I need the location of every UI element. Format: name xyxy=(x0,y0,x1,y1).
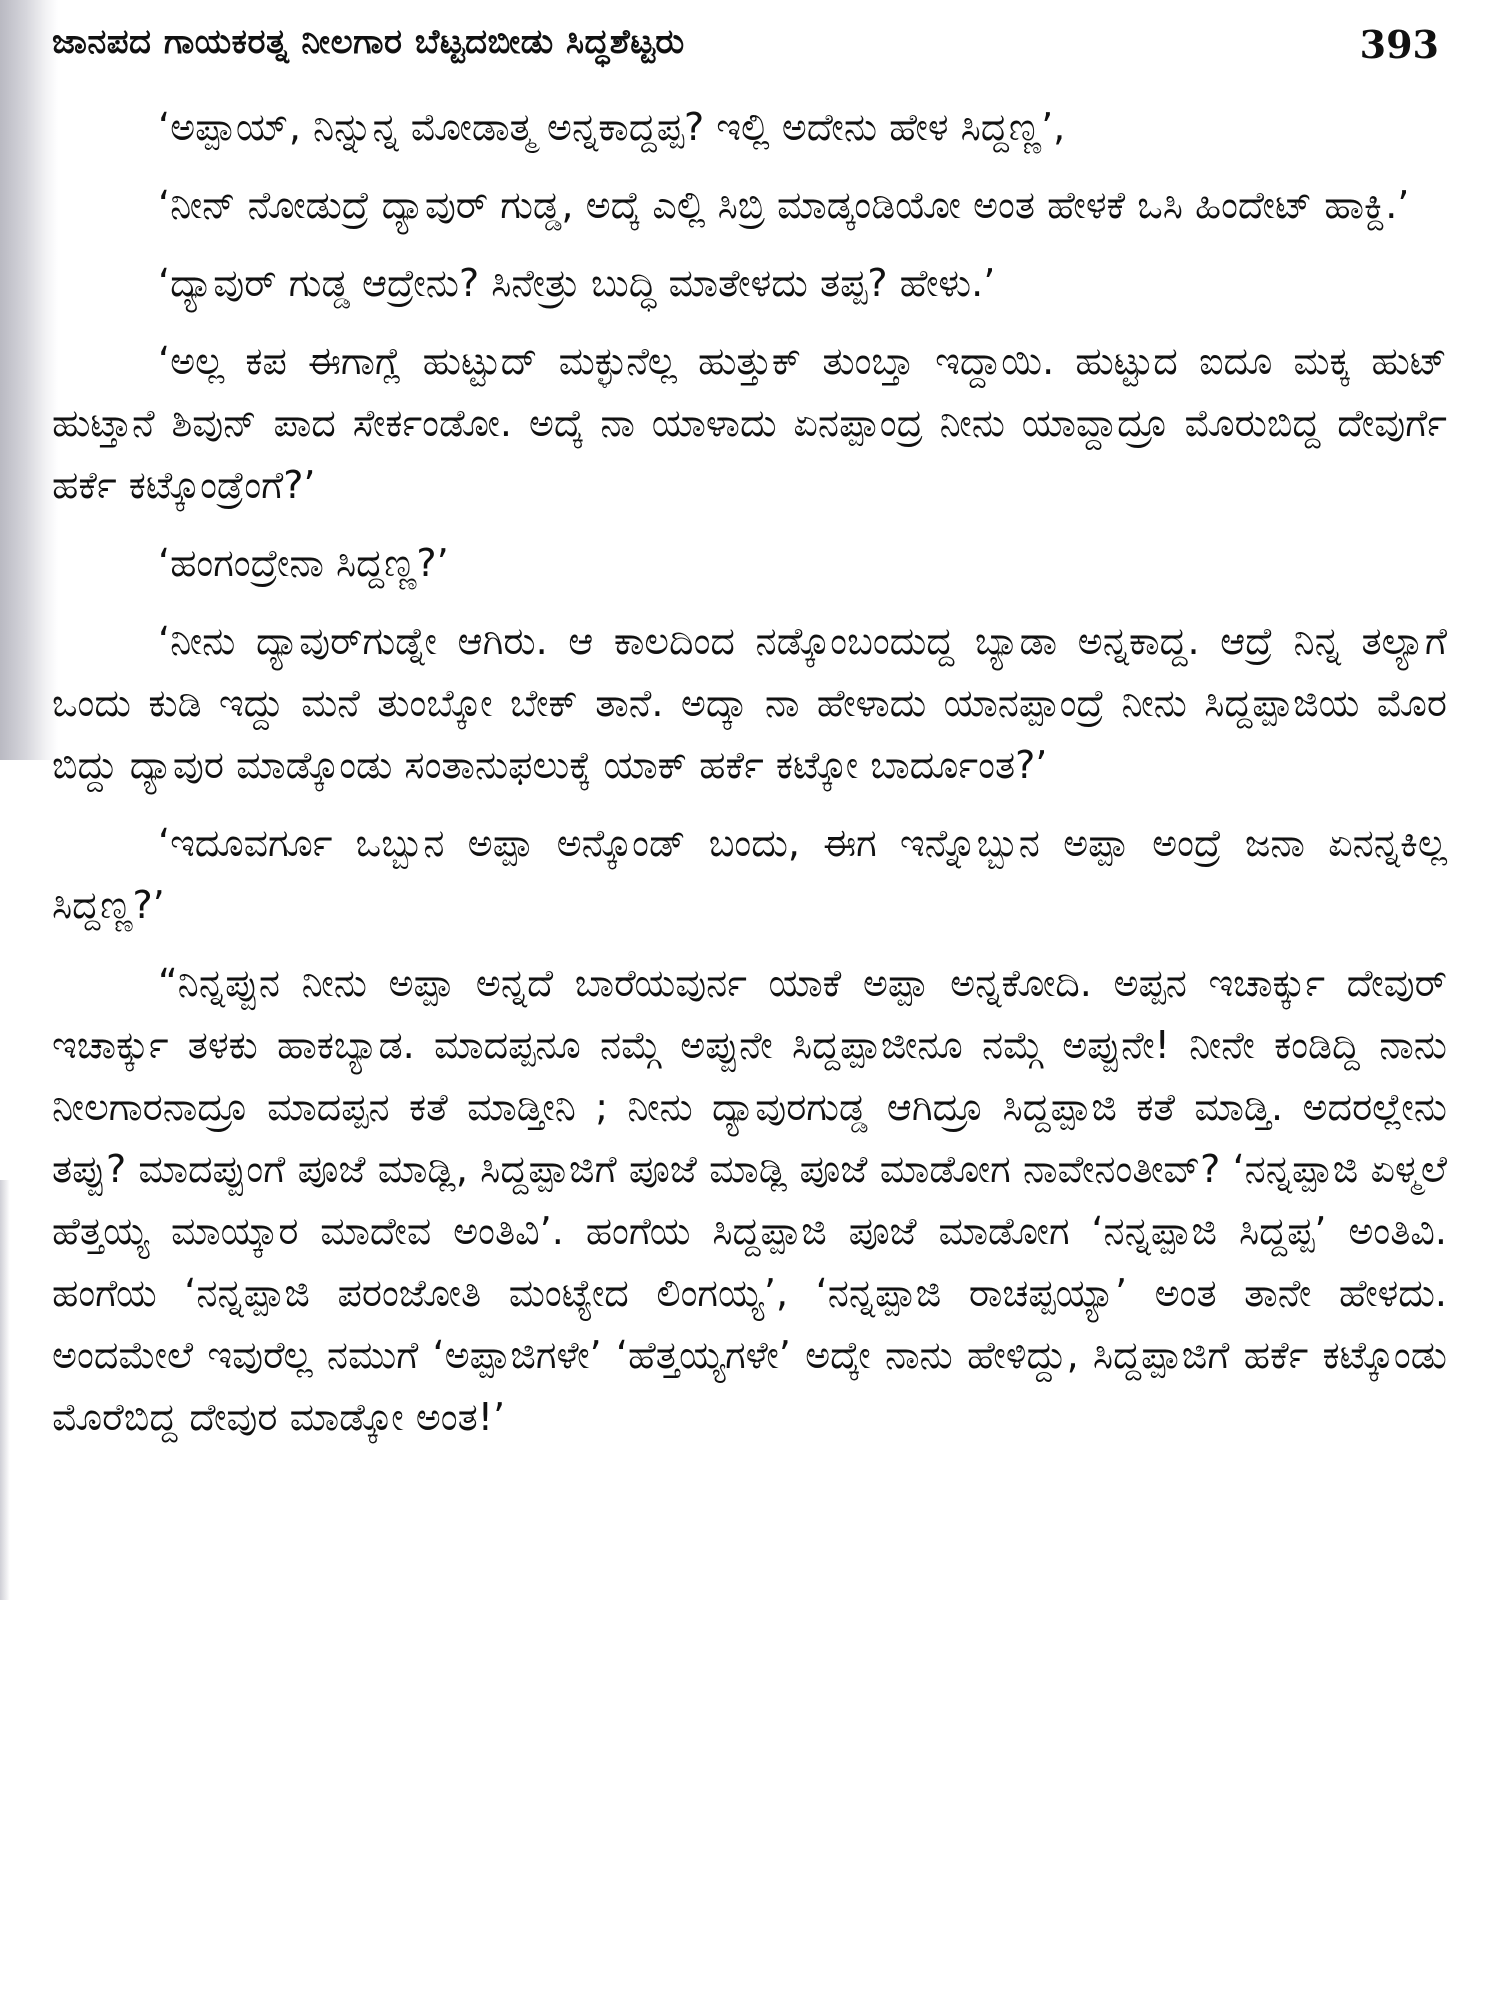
paragraph: ‘ದ್ಯಾವುರ್ ಗುಡ್ಡ ಆದ್ರೇನು? ಸಿನೇತ್ರು ಬುದ್ಧಿ ಮಾತೇಳದು ತಪ್ಪ? ಹೇಳು.’ xyxy=(158,261,996,305)
paragraph: ‘ಹಂಗಂದ್ರೇನಾ ಸಿದ್ದಣ್ಣ?’ xyxy=(158,541,449,585)
paragraph: ‘ಇದೂವರ್ಗೂ ಒಬ್ಬುನ ಅಪ್ಪಾ ಅನ್ಕೊಂಡ್ ಬಂದು, ಈಗ ಇನ್ನೊಬ್ಬುನ ಅಪ್ಪಾ ಅಂದ್ರೆ ಜನಾ ಏನನ್ನಕಿಲ್ಲ ಸಿದ್ದಣ್ಣ?’ xyxy=(52,821,1447,927)
binding-shadow-lower xyxy=(0,1180,10,1600)
paragraph: “ನಿನ್ನಪ್ಪುನ ನೀನು ಅಪ್ಪಾ ಅನ್ನದೆ ಬಾರೆಯವುರ್ನ ಯಾಕೆ ಅಪ್ಪಾ ಅನ್ನಕೋದಿ. ಅಪ್ಪನ ಇಚಾರ್ಕ್ಕು ದೇವುರ್ ಇಚಾರ್ಕ್ಕು ತಳಕು ಹಾಕಬ್ಯಾಡ. ಮಾದಪ್ಪನೂ ನಮ್ಗೆ ಅಪ್ಪುನೇ ಸಿದ್ದಪ್ಪಾಜೀನೂ ನಮ್ಗೆ ಅಪ್ಪುನೇ! ನೀನೇ ಕಂಡಿದ್ದಿ ನಾನು ನೀಲಗಾರನಾದ್ರೂ ಮಾದಪ್ಪನ ಕತೆ ಮಾಡ್ತೀನಿ ; ನೀನು ದ್ಯಾವುರಗುಡ್ಡ ಆಗಿದ್ರೂ ಸಿದ್ದಪ್ಪಾಜಿ ಕತೆ ಮಾಡ್ತಿ. ಅದರಲ್ಲೇನು ತಪ್ಪು? ಮಾದಪ್ಪುಂಗೆ ಪೂಜೆ ಮಾಡ್ಲಿ, ಸಿದ್ದಪ್ಪಾಜಿಗೆ ಪೂಜೆ ಮಾಡ್ಲಿ ಪೂಜೆ ಮಾಡೋಗ ನಾವೇನಂತೀವ್? ‘ನನ್ನಪ್ಪಾಜಿ ಏಳ್ಮಲೆ ಹೆತ್ತಯ್ಯ ಮಾಯ್ಕಾರ ಮಾದೇವ ಅಂತಿವಿ’. ಹಂಗೆಯ ಸಿದ್ದಪ್ಪಾಜಿ ಪೂಜೆ ಮಾಡೋಗ ‘ನನ್ನಪ್ಪಾಜಿ ಸಿದ್ದಪ್ಪ’ ಅಂತಿವಿ. ಹಂಗೆಯ ‘ನನ್ನಪ್ಪಾಜಿ ಪರಂಜೋತಿ ಮಂಟ್ಯೇದ ಲಿಂಗಯ್ಯ’, ‘ನನ್ನಪ್ಪಾಜಿ ರಾಚಪ್ಪಯ್ಯಾ’ ಅಂತ ತಾನೇ ಹೇಳದು. ಅಂದಮೇಲೆ ಇವುರೆಲ್ಲ ನಮುಗೆ ‘ಅಪ್ಪಾಜಿಗಳೇ’ ‘ಹೆತ್ತಯ್ಯಗಳೇ’ ಅದ್ಕೇ ನಾನು ಹೇಳಿದ್ದು, ಸಿದ್ದಪ್ಪಾಜಿಗೆ ಹರ್ಕೆ ಕಟ್ಕೊಂಡು ಮೊರೆಬಿದ್ದ ದೇವುರ ಮಾಡ್ಕೋ ಅಂತ!’ xyxy=(52,961,1447,1439)
page-body xyxy=(52,96,1447,1448)
paragraph: ‘ಅಪ್ಪಾಯ್, ನಿನ್ನುನ್ನ ಮೋಡಾತ್ಮ ಅನ್ನಕಾದ್ದಪ್ಪ? ಇಲ್ಲಿ ಅದೇನು ಹೇಳ ಸಿದ್ದಣ್ಣ’, xyxy=(158,105,1066,149)
binding-shadow xyxy=(0,0,58,760)
running-header xyxy=(52,22,1447,84)
running-header-title: ಜಾನಪದ ಗಾಯಕರತ್ನ ನೀಲಗಾರ ಬೆಟ್ಟದಬೀಡು ಸಿದ್ಧಶೆಟ್ಟರು xyxy=(52,22,685,62)
paragraph: ‘ನೀನ್ ನೋಡುದ್ರೆ ದ್ಯಾವುರ್ ಗುಡ್ಡ, ಅದ್ಕೆ ಎಲ್ಲಿ ಸಿಬ್ರಿ ಮಾಡ್ಕಂಡಿಯೋ ಅಂತ ಹೇಳಕೆ ಒಸಿ ಹಿಂದೇಟ್ ಹಾಕ್ದಿ.’ xyxy=(158,183,1410,227)
page-number: 393 xyxy=(1359,22,1439,67)
paragraph: ‘ಅಲ್ಲ ಕಪ ಈಗಾಗ್ಲೆ ಹುಟ್ಟುದ್ ಮಕ್ಳುನೆಲ್ಲ ಹುತ್ತುಕ್ ತುಂಬ್ತಾ ಇದ್ದಾಯಿ. ಹುಟ್ಟುದ ಐದೂ ಮಕ್ಕ ಹುಟ್ ಹುಟ್ತಾನೆ ಶಿವುನ್ ಪಾದ ಸೇರ್ಕಂಡೋ. ಅದ್ಕೆ ನಾ ಯಾಳಾದು ಏನಪ್ಪಾಂದ್ರ ನೀನು ಯಾವ್ದಾದ್ರೂ ಮೊರುಬಿದ್ದ ದೇವುರ್ಗೆ ಹರ್ಕೆ ಕಟ್ಕೊಂಡ್ರೆಂಗೆ?’ xyxy=(52,339,1447,507)
paragraph: ‘ನೀನು ದ್ಯಾವುರ್‌ಗುಡ್ನೇ ಆಗಿರು. ಆ ಕಾಲದಿಂದ ನಡ್ಕೊಂಬಂದುದ್ದ ಬ್ಯಾಡಾ ಅನ್ನಕಾದ್ದ. ಆದ್ರೆ ನಿನ್ನ ತಲ್ಯಾಗೆ ಒಂದು ಕುಡಿ ಇದ್ದು ಮನೆ ತುಂಬ್ಕೋ ಬೇಕ್ ತಾನೆ. ಅದ್ಕಾ ನಾ ಹೇಳಾದು ಯಾನಪ್ಪಾಂದ್ರೆ ನೀನು ಸಿದ್ದಪ್ಪಾಜಿಯ ಮೊರ ಬಿದ್ದು ದ್ಯಾವುರ ಮಾಡ್ಕೊಂಡು ಸಂತಾನುಫಲುಕ್ಕೆ ಯಾಕ್ ಹರ್ಕೆ ಕಟ್ಕೋ ಬಾರ್ದೂಂತ?’ xyxy=(52,619,1447,787)
book-page xyxy=(52,22,1447,1982)
